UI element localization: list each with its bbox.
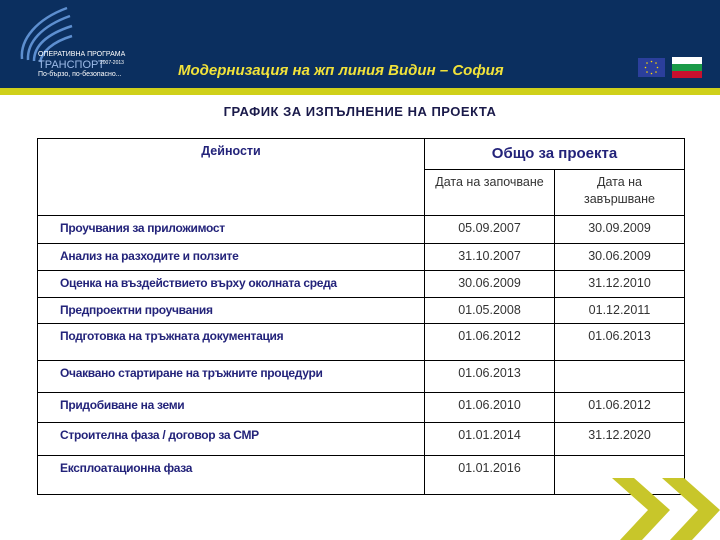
start-date-cell: 31.10.2007 — [425, 244, 555, 271]
table-row — [38, 393, 685, 423]
end-date-cell: 01.12.2011 — [555, 298, 685, 324]
activity-cell: Очаквано стартиране на тръжните процедури — [38, 361, 425, 393]
activity-cell: Анализ на разходите и ползите — [38, 244, 425, 271]
logo-line2: ТРАНСПОРТ — [38, 59, 105, 71]
table-row — [38, 361, 685, 393]
table-row — [38, 423, 685, 456]
end-date-cell: 01.06.2012 — [555, 393, 685, 423]
page-title: Модернизация на жп линия Видин – София — [178, 62, 504, 79]
start-date-cell: 01.05.2008 — [425, 298, 555, 324]
bulgaria-flag-icon — [672, 57, 702, 78]
activity-cell: Проучвания за приложимост — [38, 216, 425, 244]
start-date-cell: 01.06.2012 — [425, 324, 555, 361]
chevron-decoration-icon — [612, 476, 720, 540]
table-row — [38, 216, 685, 244]
end-date-cell: 31.12.2020 — [555, 423, 685, 456]
start-date-cell: 01.06.2010 — [425, 393, 555, 423]
logo-slogan: По-бързо, по-безопасно... — [38, 71, 122, 78]
eu-flag-icon — [638, 58, 665, 77]
header-end-date: Дата на завършване — [555, 170, 685, 216]
schedule-table — [37, 138, 685, 495]
logo-line1: ОПЕРАТИВНА ПРОГРАМА — [38, 51, 126, 58]
activity-cell: Предпроектни проучвания — [38, 298, 425, 324]
header-start-date: Дата на започване — [425, 170, 555, 216]
header-project-total: Общо за проекта — [425, 139, 685, 170]
table-row — [38, 244, 685, 271]
table-row — [38, 298, 685, 324]
end-date-cell: 30.09.2009 — [555, 216, 685, 244]
activity-cell: Строителна фаза / договор за СМР — [38, 423, 425, 456]
section-heading: ГРАФИК ЗА ИЗПЪЛНЕНИЕ НА ПРОЕКТА — [223, 104, 497, 119]
end-date-cell: 01.06.2013 — [555, 324, 685, 361]
activity-cell: Придобиване на земи — [38, 393, 425, 423]
end-date-cell: 31.12.2010 — [555, 271, 685, 298]
end-date-cell: 30.06.2009 — [555, 244, 685, 271]
logo-years: 2007-2013 — [100, 60, 124, 66]
header-activities: Дейности — [38, 139, 425, 216]
start-date-cell: 01.06.2013 — [425, 361, 555, 393]
activity-cell: Подготовка на тръжната документация — [38, 324, 425, 361]
table-row — [38, 456, 685, 495]
header-bar — [0, 0, 720, 88]
activity-cell: Оценка на въздействието върху околната среда — [38, 271, 425, 298]
start-date-cell: 01.01.2016 — [425, 456, 555, 495]
table-row — [38, 271, 685, 298]
end-date-cell — [555, 361, 685, 393]
activity-cell: Експлоатационна фаза — [38, 456, 425, 495]
start-date-cell: 30.06.2009 — [425, 271, 555, 298]
start-date-cell: 01.01.2014 — [425, 423, 555, 456]
accent-strip — [0, 88, 720, 95]
start-date-cell: 05.09.2007 — [425, 216, 555, 244]
table-row — [38, 324, 685, 361]
